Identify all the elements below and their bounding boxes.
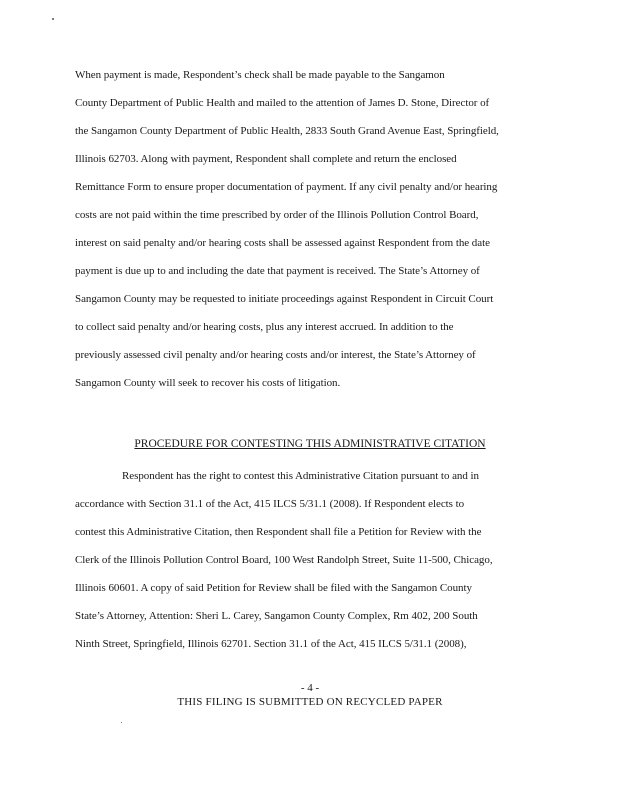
- paragraph-line: Remittance Form to ensure proper documentation of payment. If any civil penalty and/or hearing: [75, 181, 498, 193]
- scan-speck: [52, 18, 54, 20]
- section-heading: [0, 438, 620, 450]
- paragraph-line: Sangamon County will seek to recover his costs of litigation.: [75, 377, 341, 389]
- paragraph-line: State’s Attorney, Attention: Sheri L. Carey, Sangamon County Complex, Rm 402, 200 South: [75, 610, 478, 622]
- paragraph-line: Sangamon County may be requested to initiate proceedings against Respondent in Circuit Court: [75, 293, 494, 305]
- paragraph-line: Ninth Street, Springfield, Illinois 62701. Section 31.1 of the Act, 415 ILCS 5/31.1 (2008),: [75, 638, 467, 650]
- paragraph-line: interest on said penalty and/or hearing costs shall be assessed against Respondent from the date: [75, 237, 490, 249]
- paragraph-line: County Department of Public Health and mailed to the attention of James D. Stone, Director of: [75, 97, 490, 109]
- recycled-paper-footer: THIS FILING IS SUBMITTED ON RECYCLED PAPER: [177, 696, 443, 708]
- paragraph-line: payment is due up to and including the date that payment is received. The State’s Attorney of: [75, 265, 480, 277]
- page-number: - 4 -: [300, 682, 320, 694]
- paragraph-line: accordance with Section 31.1 of the Act, 415 ILCS 5/31.1 (2008). If Respondent elects to: [75, 498, 465, 510]
- paragraph-line: costs are not paid within the time prescribed by order of the Illinois Pollution Control Board,: [75, 209, 479, 221]
- paragraph-line: previously assessed civil penalty and/or hearing costs and/or interest, the State’s Attorney of: [75, 349, 476, 361]
- paragraph-line: When payment is made, Respondent’s check shall be made payable to the Sangamon: [75, 69, 445, 81]
- paragraph-line: Respondent has the right to contest this Administrative Citation pursuant to and in: [122, 470, 479, 482]
- paragraph-line: Clerk of the Illinois Pollution Control Board, 100 West Randolph Street, Suite 11-500, Chicago,: [75, 554, 493, 566]
- paragraph-line: to collect said penalty and/or hearing costs, plus any interest accrued. In addition to the: [75, 321, 454, 333]
- scan-speck: [121, 722, 122, 723]
- section-heading-text: PROCEDURE FOR CONTESTING THIS ADMINISTRATIVE CITATION: [134, 438, 486, 450]
- paragraph-line: Illinois 62703. Along with payment, Respondent shall complete and return the enclosed: [75, 153, 457, 165]
- paragraph-line: the Sangamon County Department of Public Health, 2833 South Grand Avenue East, Springfield,: [75, 125, 499, 137]
- paragraph-line: Illinois 60601. A copy of said Petition for Review shall be filed with the Sangamon County: [75, 582, 472, 594]
- paragraph-line: contest this Administrative Citation, then Respondent shall file a Petition for Review with the: [75, 526, 482, 538]
